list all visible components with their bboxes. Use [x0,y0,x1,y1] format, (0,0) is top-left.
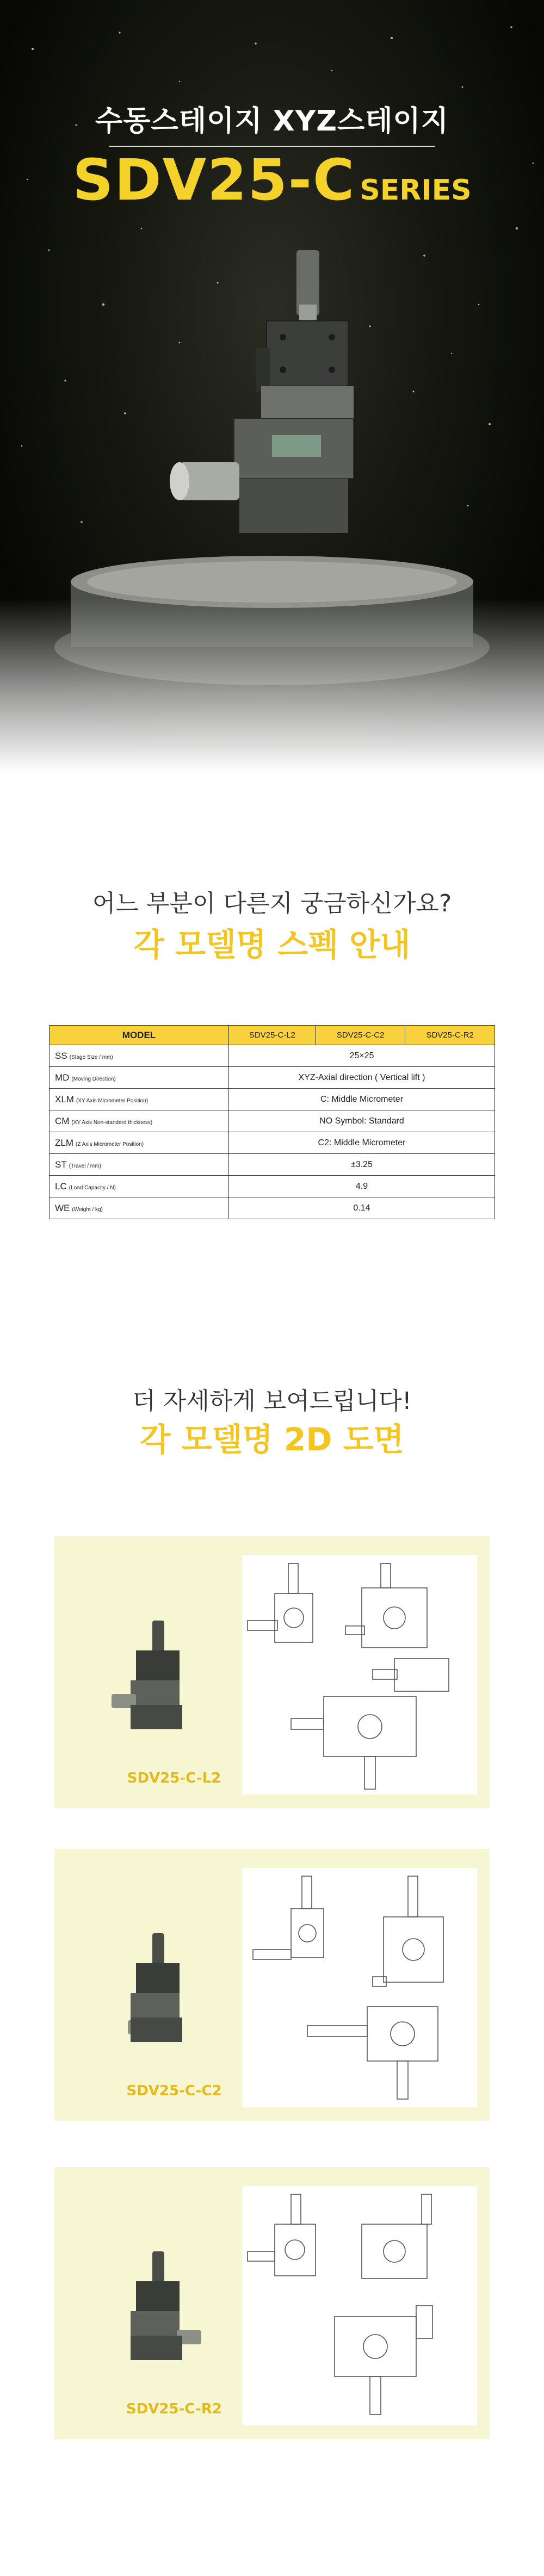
spec-abbr: WE [55,1202,70,1213]
spec-question: 어느 부분이 다른지 궁금하신가요? [92,890,452,917]
spec-abbr: CM [55,1115,70,1126]
spec-key [50,1132,229,1154]
spec-key [50,1089,229,1110]
hero-subtitle: 수동스테이지 XYZ스테이지 [95,105,449,138]
drawing-title: 각 모델명 2D 도면 [140,1421,404,1458]
spec-value: ±3.25 [229,1154,495,1176]
spec-value: C2: Middle Micrometer [229,1132,495,1154]
spec-full: (Z Axis Micrometer Position) [76,1141,144,1147]
spec-row [50,1089,495,1110]
model-label: SDV25-C-C2 [126,2083,222,2099]
stage-illustration [170,250,354,533]
2d-drawing [242,1868,477,2107]
spec-full: (XY Axis Non-standard thickness) [71,1119,153,1126]
model-card [54,1536,490,1808]
spec-full: (Weight / kg) [72,1206,103,1213]
spec-key [50,1067,229,1089]
hero-banner [0,0,544,772]
hero-title-main: SDV25-C [72,147,356,213]
model-card [54,2167,490,2439]
spec-row [50,1176,495,1197]
drawing-panel [242,2186,477,2425]
spec-key [50,1110,229,1132]
spec-header-c2: SDV25-C-C2 [316,1026,405,1045]
spec-title: 각 모델명 스펙 안내 [133,926,411,963]
hero-fade [0,598,544,772]
spec-value: XYZ-Axial direction ( Vertical lift ) [229,1067,495,1089]
spec-abbr: MD [55,1072,70,1083]
spec-full: (Stage Size / mm) [69,1054,113,1060]
spec-full: (Moving Direction) [71,1076,116,1082]
spec-abbr: ZLM [55,1137,73,1148]
spec-value: NO Symbol: Standard [229,1110,495,1132]
model-label: SDV25-C-L2 [127,1770,221,1786]
spec-key [50,1197,229,1219]
hero-title-suffix: SERIES [360,174,472,207]
product-photo [106,2249,204,2374]
spec-row [50,1067,495,1089]
spec-header-row [50,1026,495,1045]
spec-header-model: MODEL [50,1026,229,1045]
spec-row [50,1110,495,1132]
spec-abbr: ST [55,1159,67,1170]
spec-row [50,1154,495,1176]
spec-full: (XY Axis Micrometer Position) [76,1097,149,1104]
spec-abbr: SS [55,1050,67,1061]
hero-title [0,147,544,213]
spec-value: 25×25 [229,1045,495,1067]
spec-value: 0.14 [229,1197,495,1219]
spec-header-r2: SDV25-C-R2 [405,1026,495,1045]
drawing-panel [242,1868,477,2107]
model-label: SDV25-C-R2 [126,2401,222,2417]
drawing-question: 더 자세하게 보여드립니다! [132,1387,412,1415]
spec-abbr: LC [55,1181,67,1191]
spec-row [50,1197,495,1219]
spec-key [50,1154,229,1176]
spec-key [50,1176,229,1197]
spec-full: (Travel / mm) [69,1163,101,1169]
product-photo [106,1931,204,2056]
spec-row [50,1132,495,1154]
2d-drawing [242,2186,477,2425]
spec-table [49,1025,495,1219]
spec-key [50,1045,229,1067]
drawing-panel [242,1555,477,1795]
spec-value: 4.9 [229,1176,495,1197]
spec-header-l2: SDV25-C-L2 [229,1026,316,1045]
model-card [54,1849,490,2121]
product-photo [106,1618,204,1743]
spec-full: (Load Capacity / N) [69,1184,116,1191]
2d-drawing [242,1555,477,1795]
spec-value: C: Middle Micrometer [229,1089,495,1110]
spec-row [50,1045,495,1067]
spec-abbr: XLM [55,1094,74,1104]
